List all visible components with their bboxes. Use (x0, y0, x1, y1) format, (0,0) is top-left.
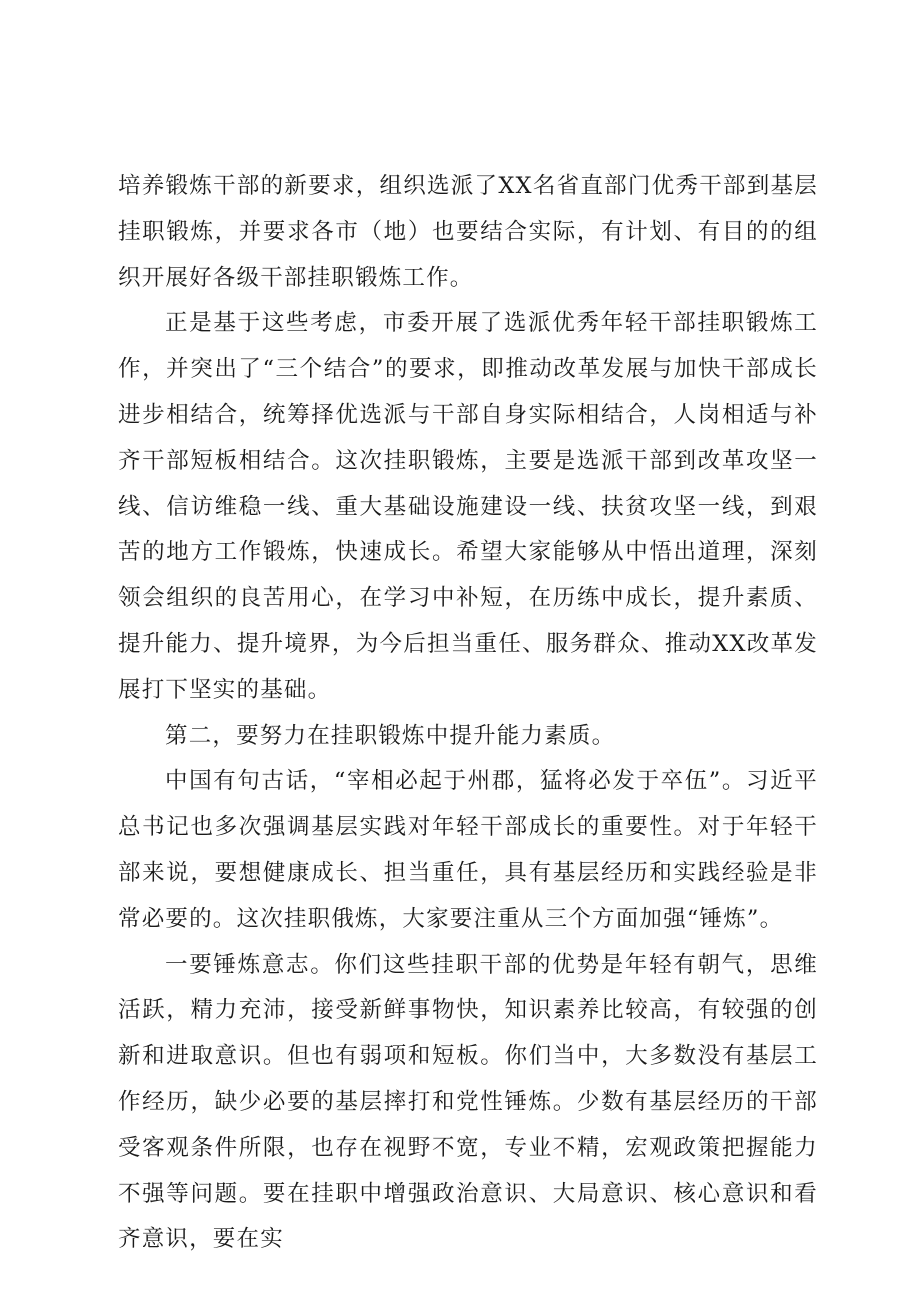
paragraph-ancient-saying: 中国有句古话，“宰相必起于州郡，猛将必发于卒伍”。习近平总书记也多次强调基层实践对年轻干部成长的重要性。对于年轻干部来说，要想健康成长、担当重任，具有基层经历和实践经验是非常必要的。这次挂职俄炼，大家要注重从三个方面加强“锤炼”。 (118, 768, 818, 932)
paragraph-three-combinations: 正是基于这些考虑，市委开展了选派优秀年轻干部挂职锻炼工作，并突出了“三个结合”的要求，即推动改革发展与加快干部成长进步相结合，统筹择优选派与干部自身实际相结合，人岗相适与补齐干部短板相结合。这次挂职锻炼，主要是选派干部到改革攻坚一线、信访维稳一线、重大基础设施建设一线、扶贫攻坚一线，到艰苦的地方工作锻炼，快速成长。希望大家能够从中悟出道理，深刻领会组织的良苦用心，在学习中补短，在历练中成长，提升素质、提升能力、提升境界，为今后担当重任、服务群众、推动XX改革发展打下坚实的基础。 (118, 310, 818, 703)
paragraph-training-requirements: 培养锻炼干部的新要求，组织选派了XX名省直部门优秀干部到基层挂职锻炼，并要求各市（地）也要结合实际，有计划、有目的的组织开展好各级干部挂职锻炼工作。 (118, 173, 818, 291)
paragraph-temper-will: 一要锤炼意志。你们这些挂职干部的优势是年轻有朝气，思维活跃，精力充沛，接受新鲜事物快，知识素养比较高，有较强的创新和进取意识。但也有弱项和短板。你们当中，大多数没有基层工作经历，缺少必要的基层摔打和党性锤炼。少数有基层经历的干部受客观条件所限，也存在视野不宽，专业不精，宏观政策把握能力不强等问题。要在挂职中增强政治意识、大局意识、核心意识和看齐意识，要在实 (118, 951, 818, 1253)
paragraph-second-point-heading: 第二，要努力在挂职锻炼中提升能力素质。 (165, 722, 616, 749)
document-body (118, 164, 818, 1263)
